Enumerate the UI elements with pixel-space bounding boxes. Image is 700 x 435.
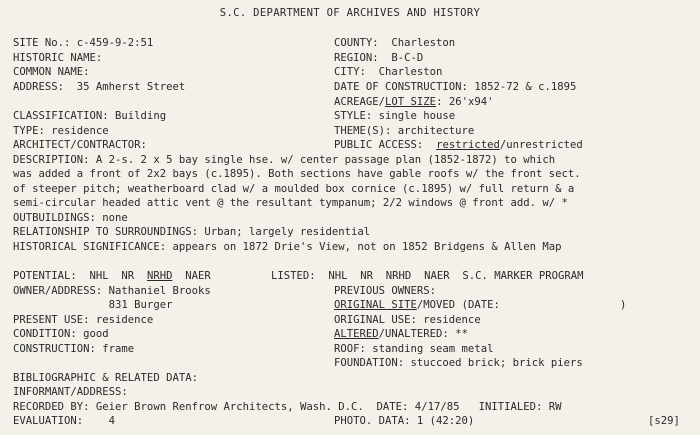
site-number: SITE No.: c-459-9-2:51: [13, 37, 154, 49]
original-site: ORIGINAL SITE/MOVED (DATE:: [334, 299, 500, 311]
region: REGION: B-C-D: [334, 52, 424, 64]
evaluation: EVALUATION: 4: [13, 415, 116, 427]
address: ADDRESS: 35 Amherst Street: [13, 81, 186, 93]
description-line: semi-circular headed attic vent @ the resultant tympanum; 2/2 windows @ front add. w/ *: [13, 197, 568, 209]
owner-address: OWNER/ADDRESS: Nathaniel Brooks: [13, 285, 211, 297]
document-title: S.C. DEPARTMENT OF ARCHIVES AND HISTORY: [219, 7, 481, 19]
condition: CONDITION: good: [13, 328, 109, 340]
informant-address: INFORMANT/ADDRESS:: [13, 386, 128, 398]
recorded-by: RECORDED BY: Geier Brown Renfrow Architects, Wash. D.C. DATE: 4/17/85 INITIALED: RW: [13, 401, 562, 413]
public-access: PUBLIC ACCESS: restricted/unrestricted: [334, 139, 583, 151]
city: CITY: Charleston: [334, 66, 443, 78]
previous-owners: PREVIOUS OWNERS:: [334, 285, 437, 297]
roof: ROOF: standing seam metal: [334, 343, 494, 355]
original-site-close: ): [620, 299, 627, 311]
owner-address-line-2: 831 Burger: [13, 299, 173, 311]
foundation: FOUNDATION: stuccoed brick; brick piers: [334, 357, 583, 369]
photo-data: PHOTO. DATA: 1 (42:20): [334, 415, 475, 427]
acreage-lot-size: ACREAGE/LOT SIZE: 26'x94': [334, 96, 494, 108]
type: TYPE: residence: [13, 125, 109, 137]
common-name: COMMON NAME:: [13, 66, 90, 78]
classification: CLASSIFICATION: Building: [13, 110, 167, 122]
description-line: DESCRIPTION: A 2-s. 2 x 5 bay single hse. w/ center passage plan (1852-1872) to which: [13, 154, 556, 166]
construction-date: DATE OF CONSTRUCTION: 1852-72 & c.1895: [334, 81, 577, 93]
description-line: was added a front of 2x2 bays (c.1895). Both sections have gable roofs w/ the front sect.: [13, 168, 581, 180]
present-use: PRESENT USE: residence: [13, 314, 154, 326]
reference-code: [s29]: [648, 415, 680, 427]
original-use: ORIGINAL USE: residence: [334, 314, 481, 326]
themes: THEME(S): architecture: [334, 125, 475, 137]
relationship: RELATIONSHIP TO SURROUNDINGS: Urban; largely residential: [13, 226, 371, 238]
architect-contractor: ARCHITECT/CONTRACTOR:: [13, 139, 147, 151]
outbuildings: OUTBUILDINGS: none: [13, 212, 128, 224]
listed: LISTED: NHL NR NRHD NAER S.C. MARKER PROGRAM: [271, 270, 584, 282]
style: STYLE: single house: [334, 110, 456, 122]
altered-status: ALTERED/UNALTERED: **: [334, 328, 468, 340]
bibliographic-data: BIBLIOGRAPHIC & RELATED DATA:: [13, 372, 198, 384]
potential: POTENTIAL: NHL NR NRHD NAER: [13, 270, 211, 282]
construction: CONSTRUCTION: frame: [13, 343, 135, 355]
description-line: of steeper pitch; weatherboard clad w/ a moulded box cornice (c.1895) w/ full return & a: [13, 183, 575, 195]
county: COUNTY: Charleston: [334, 37, 456, 49]
historic-name: HISTORIC NAME:: [13, 52, 103, 64]
historical-significance: HISTORICAL SIGNIFICANCE: appears on 1872 Drie's View, not on 1852 Bridgens & Allen Map: [13, 241, 562, 253]
